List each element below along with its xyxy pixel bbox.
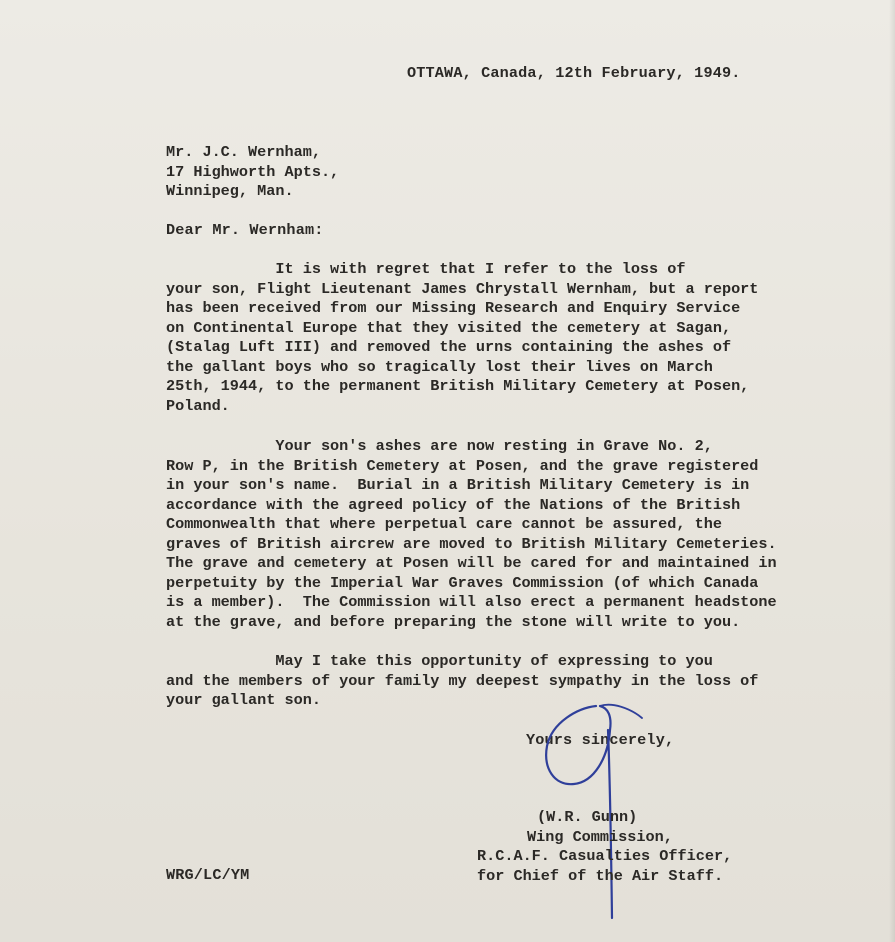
paragraph-line: graves of British aircrew are moved to British Military Cemeteries. <box>166 534 777 553</box>
paragraph-line: in your son's name. Burial in a British Military Cemetery is in <box>166 476 750 494</box>
signatory-rank: Wing Commission, <box>527 827 673 846</box>
paragraph-line: accordance with the agreed policy of the Nations of the British <box>166 495 741 514</box>
signatory-name: (W.R. Gunn) <box>537 808 638 826</box>
paragraph-1 <box>166 260 758 416</box>
signature-block <box>477 808 732 886</box>
signatory-on-behalf: for Chief of the Air Staff. <box>477 866 724 885</box>
salutation: Dear Mr. Wernham: <box>166 221 324 239</box>
paragraph-line: has been received from our Missing Research and Enquiry Service <box>166 299 741 317</box>
reference-initials: WRG/LC/YM <box>166 866 250 884</box>
paragraph-line: Commonwealth that where perpetual care cannot be assured, the <box>166 515 722 533</box>
paragraph-line: 25th, 1944, to the permanent British Military Cemetery at Posen, <box>166 377 750 395</box>
address-line: Winnipeg, Man. <box>166 182 294 200</box>
signatory-title: R.C.A.F. Casualties Officer, <box>477 847 733 865</box>
paragraph-line: Poland. <box>166 396 230 415</box>
paragraph-line: the gallant boys who so tragically lost their lives on March <box>166 357 713 376</box>
paragraph-line: Your son's ashes are now resting in Grave No. 2, <box>166 437 713 455</box>
paragraph-line: your son, Flight Lieutenant James Chrystall Wernham, but a report <box>166 279 759 298</box>
paragraph-line: at the grave, and before preparing the stone will write to you. <box>166 612 741 631</box>
address-line: 17 Highworth Apts., <box>166 162 340 181</box>
paragraph-line: Row P, in the British Cemetery at Posen, and the grave registered <box>166 456 759 475</box>
page-edge-shadow <box>889 0 895 942</box>
paragraph-line: May I take this opportunity of expressing to you <box>166 652 713 670</box>
paragraph-line: (Stalag Luft III) and removed the urns containing the ashes of <box>166 338 732 356</box>
paragraph-line: and the members of your family my deepest sympathy in the loss of <box>166 671 759 690</box>
paragraph-line: your gallant son. <box>166 691 321 709</box>
dateline: OTTAWA, Canada, 12th February, 1949. <box>407 64 741 82</box>
paragraph-line: It is with regret that I refer to the loss of <box>166 260 686 278</box>
closing: Yours sincerely, <box>526 731 675 749</box>
recipient-address <box>166 143 339 202</box>
paragraph-3 <box>166 652 758 711</box>
paragraph-line: is a member). The Commission will also erect a permanent headstone <box>166 593 777 611</box>
paragraph-line: The grave and cemetery at Posen will be cared for and maintained in <box>166 554 777 572</box>
paragraph-2 <box>166 437 777 632</box>
paragraph-line: on Continental Europe that they visited the cemetery at Sagan, <box>166 318 732 337</box>
address-line: Mr. J.C. Wernham, <box>166 143 321 161</box>
paragraph-line: perpetuity by the Imperial War Graves Commission (of which Canada <box>166 573 759 592</box>
